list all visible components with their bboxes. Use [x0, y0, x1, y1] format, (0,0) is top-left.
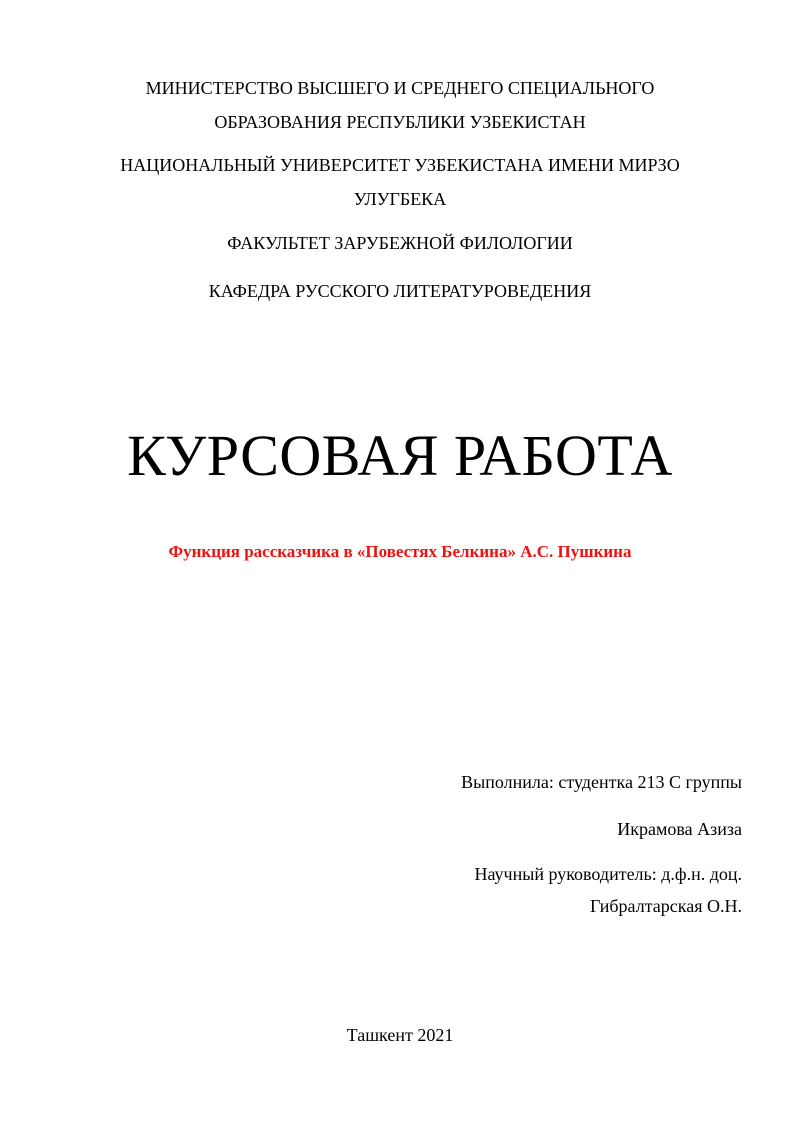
university-heading — [0, 148, 800, 216]
university-line-1: НАЦИОНАЛЬНЫЙ УНИВЕРСИТЕТ УЗБЕКИСТАНА ИМЕНИ МИРЗО — [120, 155, 680, 175]
advisor-name: Гибралтарская О.Н. — [590, 896, 742, 916]
scientific-advisor — [242, 860, 742, 920]
performed-by: Выполнила: студентка 213 С группы — [461, 772, 742, 792]
faculty-heading: ФАКУЛЬТЕТ ЗАРУБЕЖНОЙ ФИЛОЛОГИИ — [227, 233, 573, 253]
city-year: Ташкент 2021 — [346, 1025, 454, 1045]
ministry-heading — [0, 71, 800, 139]
ministry-line-1: МИНИСТЕРСТВО ВЫСШЕГО И СРЕДНЕГО СПЕЦИАЛЬНОГО — [145, 78, 655, 98]
ministry-line-2: ОБРАЗОВАНИЯ РЕСПУБЛИКИ УЗБЕКИСТАН — [214, 112, 586, 132]
student-name: Икрамова Азиза — [617, 819, 742, 839]
document-title: КУРСОВАЯ РАБОТА — [127, 423, 673, 488]
coursework-topic: Функция рассказчика в «Повестях Белкина» А.С. Пушкина — [168, 542, 632, 561]
university-line-2: УЛУГБЕКА — [353, 189, 447, 209]
department-heading: КАФЕДРА РУССКОГО ЛИТЕРАТУРОВЕДЕНИЯ — [208, 281, 592, 301]
advisor-title: Научный руководитель: д.ф.н. доц. — [474, 864, 742, 884]
